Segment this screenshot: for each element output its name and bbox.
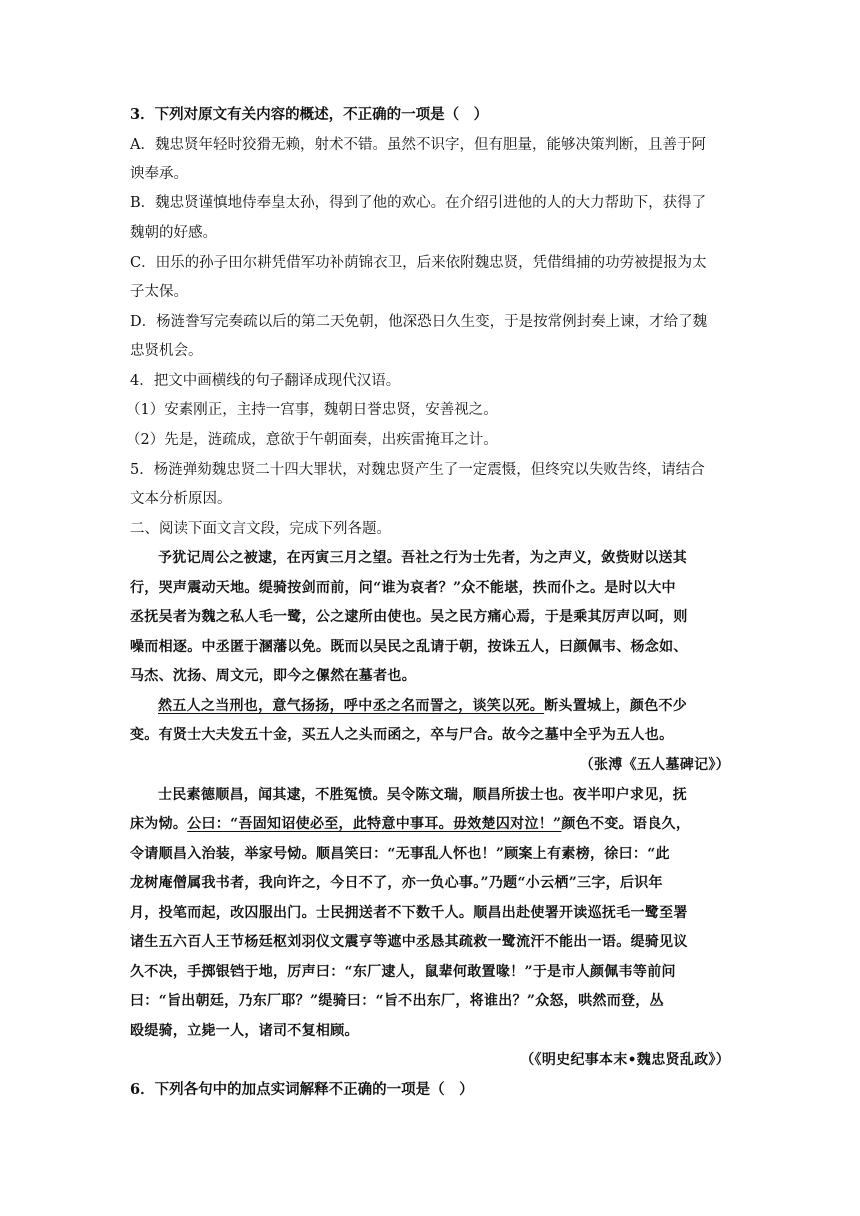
passage-2-line-5: 月，投笔而起，改囚服出门。士民拥送者不下数千人。顺昌出赴使署开读巡抚毛一鹭至署 bbox=[130, 905, 688, 921]
underlined-sentence-2: 公曰：“吾固知诏使必至，此特意中事耳。毋效楚囚对泣！” bbox=[187, 816, 562, 832]
passage-2-line-2-start: 床为恸。 bbox=[130, 816, 188, 832]
option-d-line-1: D．杨涟誊写完奏疏以后的第二天免朝，他深恐日久生变，于是按常例封奏上谏，才给了魏 bbox=[130, 314, 708, 330]
option-a-line-1: A．魏忠贤年轻时狡猾无赖，射术不错。虽然不识字，但有胆量，能够决策判断，且善于阿 bbox=[130, 137, 706, 153]
question-4-stem: 4．把文中画横线的句子翻译成现代汉语。 bbox=[130, 373, 401, 389]
passage-2-line-3: 令请顺昌入治装，举家号恸。顺昌笑曰：“无事乱人怀也！”顾案上有素榜，徐曰：“此 bbox=[130, 846, 670, 862]
passage-2-line-6: 诸生五六百人王节杨廷枢刘羽仪文震亨等遮中丞恳其疏救一鹭流汗不能出一语。缇骑见议 bbox=[130, 934, 688, 950]
passage-2-line-1: 士民素德顺昌，闻其逮，不胜冤愤。吴令陈文瑞，顺昌所拔士也。夜半叩户求见，抚 bbox=[158, 787, 688, 803]
option-d-line-2: 忠贤机会。 bbox=[130, 343, 203, 359]
passage-1-line-3: 丞抚吴者为魏之私人毛一鹭，公之逮所由使也。吴之民方痛心焉，于是乘其厉声以呵，则 bbox=[130, 609, 688, 625]
passage-1-line-6 bbox=[158, 696, 730, 716]
passage-1-line-2: 行，哭声震动天地。缇骑按剑而前，问“谁为哀者？”众不能堪，抶而仆之。是时以大中 bbox=[130, 580, 676, 596]
question-4-sentence-1: （1）安素刚正，主持一宫事，魏朝日誉忠贤，安善视之。 bbox=[126, 402, 498, 418]
option-a-line-2: 谀奉承。 bbox=[130, 166, 188, 182]
option-b-line-2: 魏朝的好感。 bbox=[130, 225, 217, 241]
passage-2-line-2-end: 颜色不变。语良久， bbox=[561, 816, 691, 832]
passage-2-source: （《明史纪事本末•魏忠贤乱政》） bbox=[520, 1052, 730, 1068]
passage-2-line-9: 殴缇骑，立毙一人，诸司不复相顾。 bbox=[130, 1023, 359, 1039]
question-6-stem: 6．下列各句中的加点实词解释不正确的一项是（ ） bbox=[130, 1081, 474, 1098]
option-b-line-1: B．魏忠贤谨慎地侍奉皇太孙，得到了他的欢心。在介绍引进他的人的大力帮助下，获得了 bbox=[130, 195, 707, 211]
question-4-sentence-2: （2）先是，涟疏成，意欲于午朝面奏，出疾雷掩耳之计。 bbox=[126, 432, 498, 448]
passage-1-line-1: 予犹记周公之被逮，在丙寅三月之望。吾社之行为士先者，为之声义，敛赀财以送其 bbox=[158, 550, 688, 566]
passage-1-line-4: 噪而相逐。中丞匿于溷藩以免。既而以吴民之乱请于朝，按诛五人，曰颜佩韦、杨念如、 bbox=[130, 639, 688, 655]
passage-2-line-7: 久不决，手掷银铛于地，厉声曰：“东厂逮人，鼠辈何敢置喙！”于是市人颜佩韦等前问 bbox=[130, 964, 676, 980]
passage-1-source: （张溥《五人墓碑记》） bbox=[579, 757, 730, 773]
passage-2-line-2 bbox=[130, 814, 730, 834]
question-5-line-2: 文本分析原因。 bbox=[130, 491, 232, 507]
passage-1-line-7: 变。有贤士大夫发五十金，买五人之头而函之，卒与尸合。故今之墓中全乎为五人也。 bbox=[130, 727, 674, 743]
passage-1-line-6-rest: 断头置城上，颜色不少 bbox=[544, 698, 688, 714]
section-2-heading: 二、阅读下面文言文段，完成下列各题。 bbox=[130, 521, 391, 537]
option-c-line-1: C．田乐的孙子田尔耕凭借军功补荫锦衣卫，后来依附魏忠贤，凭借缉捕的功劳被提报为太 bbox=[130, 255, 707, 271]
underlined-sentence-1: 然五人之当刑也，意气扬扬，呼中丞之名而詈之，谈笑以死。 bbox=[158, 698, 545, 714]
passage-2-line-8: 曰：“旨出朝廷，乃东厂耶？”缇骑曰：“旨不出东厂，将谁出？”众怒，哄然而登，丛 bbox=[130, 993, 664, 1009]
option-c-line-2: 子太保。 bbox=[130, 284, 188, 300]
passage-1-line-5: 马杰、沈扬、周文元，即今之傫然在墓者也。 bbox=[130, 668, 416, 684]
passage-2-line-4: 龙树庵僧属我书者，我向许之，今日不了，亦一负心事。”乃题“小云栖”三字，后识年 bbox=[130, 875, 663, 891]
question-3-stem: 3．下列对原文有关内容的概述，不正确的一项是（ ） bbox=[130, 106, 489, 123]
question-5-line-1: 5．杨涟弹劾魏忠贤二十四大罪状，对魏忠贤产生了一定震慑，但终究以失败告终，请结合 bbox=[130, 462, 705, 478]
